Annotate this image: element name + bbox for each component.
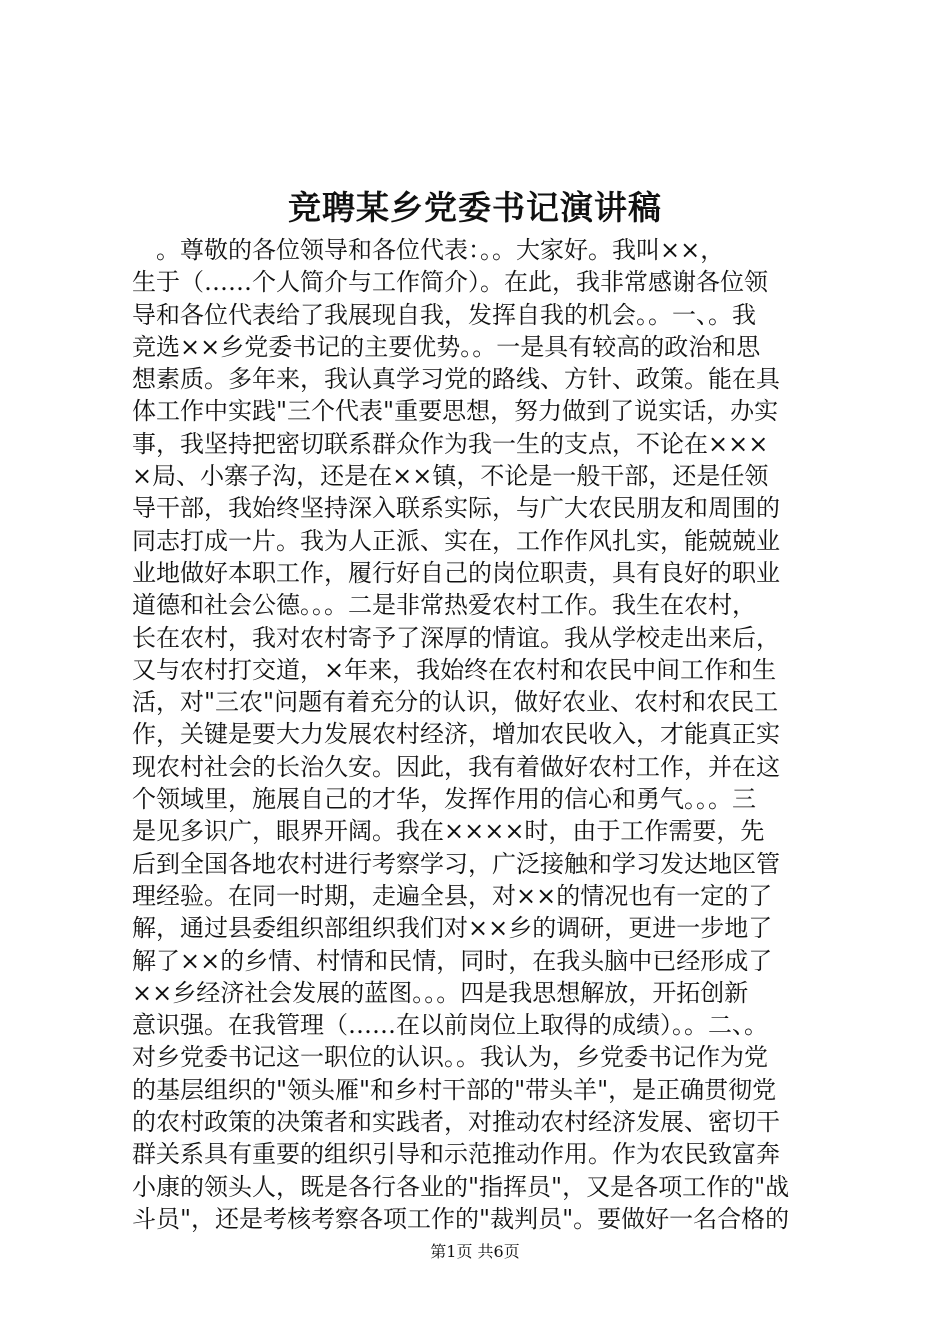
body-line: 小康的领头人，既是各行各业的"指挥员"，又是各项工作的"战 [132, 1172, 790, 1201]
body-line: 想素质。多年来，我认真学习党的路线、方针、政策。能在具 [132, 365, 780, 394]
body-line: 解了××的乡情、村情和民情，同时，在我头脑中已经形成了 [132, 946, 773, 975]
body-line: 现农村社会的长治久安。因此，我有着做好农村工作，并在这 [132, 752, 780, 781]
body-line: 是见多识广，眼界开阔。我在××××时，由于工作需要，先 [132, 817, 765, 846]
body-line: 作，关键是要大力发展农村经济，增加农民收入，才能真正实 [132, 720, 780, 749]
body-line: 对乡党委书记这一职位的认识。。我认为，乡党委书记作为党 [132, 1043, 768, 1072]
body-line: 长在农村，我对农村寄予了深厚的情谊。我从学校走出来后， [132, 623, 780, 652]
body-line: 后到全国各地农村进行考察学习，广泛接触和学习发达地区管 [132, 849, 780, 878]
body-line: 导和各位代表给了我展现自我，发挥自我的机会。。一、。我 [132, 300, 756, 329]
body-line: 个领域里，施展自己的才华，发挥作用的信心和勇气。。。三 [132, 785, 756, 814]
body-line: 生于（……个人简介与工作简介）。在此，我非常感谢各位领 [132, 268, 768, 297]
body-line: 导干部，我始终坚持深入联系实际，与广大农民朋友和周围的 [132, 494, 780, 523]
body-line: ××乡经济社会发展的蓝图。。。四是我思想解放，开拓创新 [132, 978, 749, 1007]
body-line: 解，通过县委组织部组织我们对××乡的调研，更进一步地了 [132, 914, 773, 943]
body-line: 群关系具有重要的组织引导和示范推动作用。作为农民致富奔 [132, 1140, 780, 1169]
body-line: 意识强。在我管理（……在以前岗位上取得的成绩）。。二、。 [132, 1011, 768, 1040]
body-line: 竞选××乡党委书记的主要优势。。一是具有较高的政治和思 [132, 332, 761, 361]
body-line: 同志打成一片。我为人正派、实在，工作作风扎实，能兢兢业 [132, 526, 780, 555]
body-line: ×局、小寨子沟，还是在××镇，不论是一般干部，还是任领 [132, 462, 769, 491]
body-line: 道德和社会公德。。。二是非常热爱农村工作。我生在农村， [132, 591, 756, 620]
body-line: 事，我坚持把密切联系群众作为我一生的支点，不论在××× [132, 429, 769, 458]
body-line: 斗员"，还是考核考察各项工作的"裁判员"。要做好一名合格的 [132, 1204, 790, 1233]
body-line: 理经验。在同一时期，走遍全县，对××的情况也有一定的了 [132, 881, 773, 910]
page-footer: 第1页 共6页 [430, 1242, 520, 1261]
body-line: 的农村政策的决策者和实践者，对推动农村经济发展、密切干 [132, 1108, 780, 1137]
document-title: 竞聘某乡党委书记演讲稿 [288, 188, 662, 227]
body-line: 体工作中实践"三个代表"重要思想，努力做到了说实话，办实 [132, 397, 779, 426]
body-line: 业地做好本职工作，履行好自己的岗位职责，具有良好的职业 [132, 558, 780, 587]
body-line: 又与农村打交道，×年来，我始终在农村和农民中间工作和生 [132, 655, 777, 684]
body-line: 的基层组织的"领头雁"和乡村干部的"带头羊"，是正确贯彻党 [132, 1075, 777, 1104]
document-body [132, 234, 832, 1235]
body-line: 。尊敬的各位领导和各位代表：。。大家好。我叫××， [132, 236, 725, 264]
body-line: 活，对"三农"问题有着充分的认识，做好农业、农村和农民工 [132, 688, 779, 717]
